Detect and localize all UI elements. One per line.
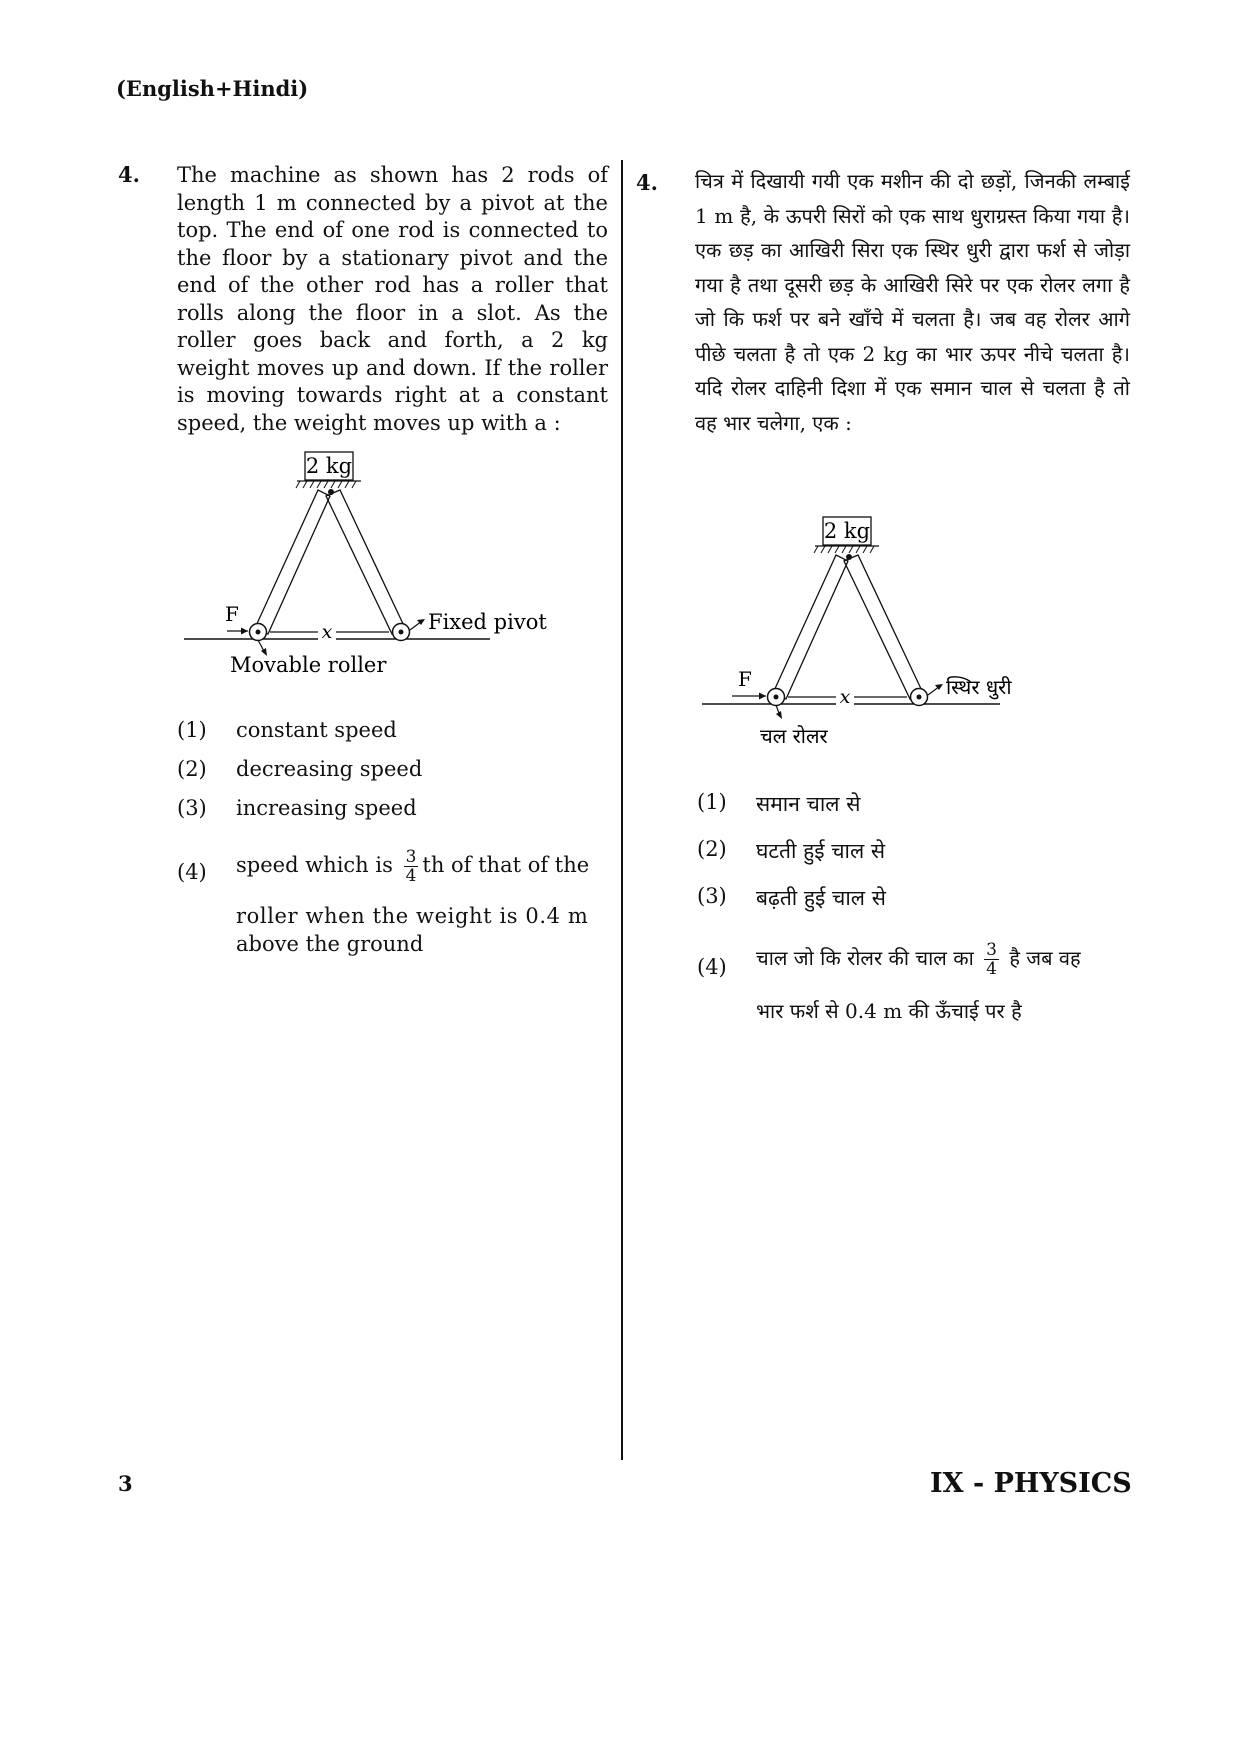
force-arrow (227, 628, 248, 635)
movable-roller (768, 689, 785, 706)
machine-diagram-english (170, 440, 570, 680)
question-number-hindi: 4. (636, 170, 658, 195)
question-text-english: The machine as shown has 2 rods of length 1 m connected by a pivot at the top. The end of one rod is connected to the floor by a stationary pivot and the end of the other rod has a roller that rolls along the floor in a slot. As the roller goes back and forth, a 2 kg weight moves up and down. If the roller is moving towards right at a constant speed, the weight moves up with a : (177, 163, 608, 435)
paper-language-header: (English+Hindi) (116, 76, 309, 101)
diagram-rods (255, 490, 405, 634)
fixed-pivot (911, 689, 928, 706)
distance-label: x (839, 686, 851, 708)
force-label: F (225, 602, 239, 626)
force-arrow (732, 693, 766, 700)
question-number-english: 4. (118, 162, 140, 187)
weight-label: 2 kg (305, 454, 353, 478)
distance-label: x (321, 621, 333, 643)
fixed-pivot-label: Fixed pivot (428, 610, 547, 634)
fraction-three-quarters: $\frac{3}{4}$ (986, 940, 997, 979)
fixed-pivot (393, 624, 410, 641)
diagram-rods (773, 555, 923, 699)
movable-roller (250, 624, 267, 641)
fixed-pivot-label: स्थिर धुरी (946, 675, 1012, 699)
subject-footer: IX - PHYSICS (930, 1468, 1132, 1499)
force-label: F (738, 667, 752, 691)
column-divider (621, 160, 623, 1460)
diagram-weight-box (296, 452, 361, 488)
fraction-three-quarters: $\frac{3}{4}$ (405, 847, 417, 886)
machine-diagram-hindi (690, 505, 1090, 755)
weight-label: 2 kg (823, 519, 871, 543)
diagram-weight-box (814, 517, 879, 553)
page-number: 3 (118, 1471, 133, 1496)
movable-roller-label: चल रोलर (760, 724, 828, 748)
question-text-hindi: चित्र में दिखायी गयी एक मशीन की दो छड़ों, जिनकी लम्बाई 1 m है, के ऊपरी सिरों को एक साथ धुराग्रस्त किया गया है। एक छड़ का आखिरी सिरा एक स्थिर धुरी द्वारा फर्श से जोड़ा गया है तथा दूसरी छड़ के आखिरी सिरे पर एक रोलर लगा है जो कि फर्श पर बने खाँचे में चलता है। जब वह रोलर आगे पीछे चलता है तो एक 2 kg का भार ऊपर नीचे चलता है। यदि रोलर दाहिनी दिशा में एक समान चाल से चलता है तो वह भार चलेगा, एक : (695, 169, 1130, 435)
movable-roller-label: Movable roller (230, 653, 387, 677)
